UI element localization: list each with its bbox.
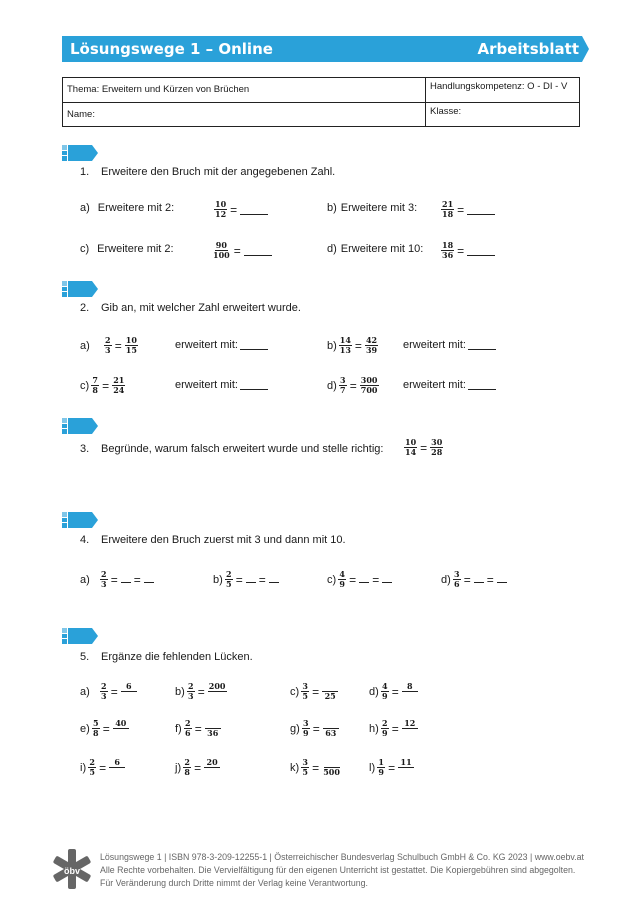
item-label: l) (369, 761, 376, 774)
q5-item-j (175, 758, 222, 777)
item-label: g) (290, 722, 300, 735)
answer-blank[interactable] (269, 576, 279, 583)
fraction: $\frac{300}{700}$ (360, 375, 378, 395)
topic-cell: Thema: Erweitern und Kürzen von Brüchen (63, 78, 426, 102)
footer (100, 851, 590, 890)
item-label: a) (80, 573, 90, 586)
fraction[interactable]: 200 (208, 681, 226, 691)
fraction: $\frac{2}{3}$ (100, 681, 107, 701)
q1-number: 1. (80, 166, 90, 178)
competence-cell: Handlungskompetenz: O - DI - V (430, 81, 568, 92)
footer-line-1: Lösungswege 1 | ISBN 978-3-209-12255-1 | Österreichischer Bundesverlag Schulbuch GmbH & Co. KG 2023 | www.oebv.at (100, 852, 584, 862)
q2-answer-b (403, 339, 496, 351)
logo-text: öbv (63, 866, 81, 876)
q1-item-a (80, 202, 174, 214)
fraction: $\frac{3}{5}$ (302, 681, 308, 701)
equals-sign: = (194, 721, 202, 736)
item-label: b) (175, 685, 185, 698)
fraction: $\frac{10}{14}$ (405, 437, 417, 457)
equals-sign: = (349, 572, 357, 587)
q5-item-l (369, 758, 416, 777)
equals-sign: = (372, 572, 380, 587)
section-marker-icon (62, 145, 98, 161)
fraction: $\frac{2}{5}$ (225, 569, 232, 589)
answer-blank[interactable] (468, 380, 496, 390)
header-title: Lösungswege 1 – Online (70, 40, 273, 58)
q3-expression (402, 438, 445, 457)
answer-blank[interactable] (359, 576, 369, 583)
q2-answer-c (175, 379, 268, 391)
q2-item-a (80, 336, 140, 355)
section-marker-icon (62, 418, 98, 434)
item-label: b) (327, 339, 337, 352)
item-label: a) (80, 339, 90, 352)
fraction[interactable]: 12 (402, 719, 418, 738)
q2-answer-a (175, 339, 268, 351)
fraction: $\frac{18}{36}$ (442, 240, 454, 260)
fraction: $\frac{3}{6}$ (453, 569, 460, 589)
info-table (62, 77, 580, 127)
fraction: $\frac{4}{9}$ (339, 569, 345, 589)
item-label: a) (80, 685, 90, 698)
fraction[interactable]: 11 (398, 758, 414, 777)
answer-label: erweitert mit: (403, 339, 466, 351)
fraction: $\frac{2}{3}$ (100, 569, 107, 589)
q2-answer-d (403, 379, 496, 391)
fraction: $\frac{2}{3}$ (187, 681, 194, 701)
q4-item-b (213, 570, 281, 589)
q5-item-k (290, 758, 343, 777)
q5-item-e (80, 719, 131, 738)
answer-blank[interactable] (467, 205, 495, 215)
fraction: $\frac{5}{8}$ (92, 718, 99, 738)
class-cell: Klasse: (430, 106, 462, 117)
equals-sign: = (457, 243, 465, 258)
equals-sign: = (230, 202, 238, 217)
equals-sign: = (194, 760, 202, 775)
equals-sign: = (457, 202, 465, 217)
item-text: Erweitere mit 2: (97, 202, 175, 214)
answer-label: erweitert mit: (175, 379, 238, 391)
fraction[interactable]: 8 (402, 682, 418, 701)
item-text: Erweitere mit 10: (340, 243, 424, 255)
name-cell: Name: (63, 103, 426, 126)
fraction: $\frac{10}{12}$ (215, 199, 227, 219)
answer-blank[interactable] (240, 205, 268, 215)
q1-expr-d (439, 241, 495, 260)
q3-number: 3. (80, 443, 90, 455)
q2-text: Gib an, mit welcher Zahl erweitert wurde. (101, 302, 301, 314)
item-label: f) (175, 722, 182, 735)
q2-item-c (80, 376, 127, 395)
item-label: b) (213, 573, 223, 586)
fraction: $\frac{30}{28}$ (431, 437, 443, 457)
equals-sign: = (391, 721, 399, 736)
q1-item-b (327, 202, 417, 214)
section-marker-icon (62, 628, 98, 644)
q5-text: Ergänze die fehlenden Lücken. (101, 651, 253, 663)
equals-sign: = (312, 721, 320, 736)
q1-item-d (327, 243, 423, 255)
item-label: h) (369, 722, 379, 735)
fraction: $\frac{3}{5}$ (302, 757, 308, 777)
fraction[interactable]: 500 (322, 759, 341, 777)
equals-sign: = (354, 338, 362, 353)
item-label: e) (80, 722, 90, 735)
q5-item-d (369, 682, 420, 701)
answer-blank[interactable] (246, 576, 256, 583)
q1-text: Erweitere den Bruch mit der angegebenen Zahl. (101, 166, 336, 178)
item-label: b) (327, 202, 337, 214)
header-banner (62, 36, 589, 62)
equals-sign: = (114, 338, 122, 353)
fraction[interactable]: 36 (205, 720, 221, 738)
item-label: a) (80, 202, 90, 214)
q1-item-c (80, 243, 174, 255)
info-row-1 (63, 78, 579, 102)
equals-sign: = (420, 440, 428, 455)
answer-blank[interactable] (382, 576, 392, 583)
equals-sign: = (312, 760, 320, 775)
fraction: $\frac{2}{8}$ (184, 757, 190, 777)
equals-sign: = (486, 572, 494, 587)
answer-label: erweitert mit: (175, 339, 238, 351)
answer-blank[interactable] (144, 576, 154, 583)
q4-number: 4. (80, 534, 90, 546)
header-doc-type: Arbeitsblatt (477, 40, 579, 58)
equals-sign: = (312, 684, 320, 699)
answer-blank[interactable] (240, 380, 268, 390)
answer-blank[interactable] (467, 246, 495, 256)
item-label: d) (327, 379, 337, 392)
q1-expr-c (210, 241, 272, 260)
equals-sign: = (388, 760, 396, 775)
fraction: $\frac{1}{9}$ (378, 757, 384, 777)
info-row-2 (63, 102, 579, 126)
q5-item-i (80, 758, 127, 777)
fraction[interactable]: 40 (113, 719, 129, 738)
fraction[interactable]: 20 (204, 758, 220, 777)
answer-blank[interactable] (497, 576, 507, 583)
footer-line-2: Alle Rechte vorbehalten. Die Vervielfältigung für den eigenen Unterricht ist gestattet. Die Kopiergebühren sind abgegolten. (100, 865, 576, 875)
equals-sign: = (235, 572, 243, 587)
fraction[interactable]: 25 (322, 683, 338, 701)
item-label: d) (327, 243, 337, 255)
fraction[interactable]: 6 (109, 758, 125, 777)
q4-item-d (441, 570, 509, 589)
q5-item-c (290, 682, 340, 701)
oebv-logo-icon (52, 847, 92, 891)
equals-sign: = (133, 572, 141, 587)
fraction[interactable]: 63 (323, 720, 339, 738)
q5-item-h (369, 719, 420, 738)
equals-sign: = (197, 684, 205, 699)
equals-sign: = (102, 378, 110, 393)
fraction: $\frac{3}{9}$ (302, 718, 309, 738)
section-marker-icon (62, 281, 98, 297)
q1-expr-b (439, 200, 495, 219)
q4-item-a (80, 570, 156, 589)
equals-sign: = (233, 243, 241, 258)
q2-number: 2. (80, 302, 90, 314)
q2-item-b (327, 336, 380, 355)
item-text: Erweitere mit 3: (340, 202, 418, 214)
fraction: $\frac{2}{3}$ (104, 335, 111, 355)
fraction: $\frac{7}{8}$ (92, 375, 98, 395)
q4-item-c (327, 570, 394, 589)
q2-item-d (327, 376, 381, 395)
equals-sign: = (349, 378, 357, 393)
section-marker-icon (62, 512, 98, 528)
q1-expr-a (212, 200, 268, 219)
fraction: $\frac{2}{5}$ (89, 757, 95, 777)
fraction: $\frac{2}{9}$ (381, 718, 388, 738)
answer-blank[interactable] (468, 340, 496, 350)
answer-blank[interactable] (240, 340, 268, 350)
q5-item-a (80, 682, 139, 701)
equals-sign: = (110, 684, 118, 699)
fraction: $\frac{21}{18}$ (442, 199, 454, 219)
equals-sign: = (99, 760, 107, 775)
q5-number: 5. (80, 651, 90, 663)
fraction[interactable]: 6 (121, 682, 137, 701)
equals-sign: = (463, 572, 471, 587)
fraction: $\frac{10}{15}$ (125, 335, 137, 355)
item-text: Erweitere mit 2: (97, 243, 174, 255)
q3-text: Begründe, warum falsch erweitert wurde und stelle richtig: (101, 443, 384, 455)
equals-sign: = (110, 572, 118, 587)
fraction: $\frac{2}{6}$ (184, 718, 191, 738)
fraction: $\frac{4}{9}$ (381, 681, 388, 701)
item-label: d) (441, 573, 451, 586)
equals-sign: = (102, 721, 110, 736)
fraction: $\frac{3}{7}$ (339, 375, 346, 395)
q5-item-b (175, 682, 229, 701)
fraction: $\frac{42}{39}$ (365, 335, 378, 355)
item-label: d) (369, 685, 379, 698)
footer-line-3: Für Veränderung durch Dritte nimmt der Verlag keine Verantwortung. (100, 878, 368, 888)
equals-sign: = (391, 684, 399, 699)
fraction: $\frac{21}{24}$ (113, 375, 125, 395)
q5-item-g (290, 719, 341, 738)
item-label: c) (290, 685, 300, 698)
answer-blank[interactable] (121, 576, 131, 583)
q4-text: Erweitere den Bruch zuerst mit 3 und dann mit 10. (101, 534, 346, 546)
item-label: i) (80, 761, 87, 774)
equals-sign: = (258, 572, 266, 587)
answer-blank[interactable] (474, 576, 484, 583)
item-label: c) (80, 243, 90, 255)
q5-item-f (175, 719, 223, 738)
item-label: k) (290, 761, 300, 774)
fraction: $\frac{90}{100}$ (213, 240, 230, 260)
item-label: j) (175, 761, 182, 774)
answer-label: erweitert mit: (403, 379, 466, 391)
item-label: c) (327, 573, 337, 586)
item-label: c) (80, 379, 90, 392)
fraction: $\frac{14}{13}$ (339, 335, 351, 355)
answer-blank[interactable] (244, 246, 272, 256)
